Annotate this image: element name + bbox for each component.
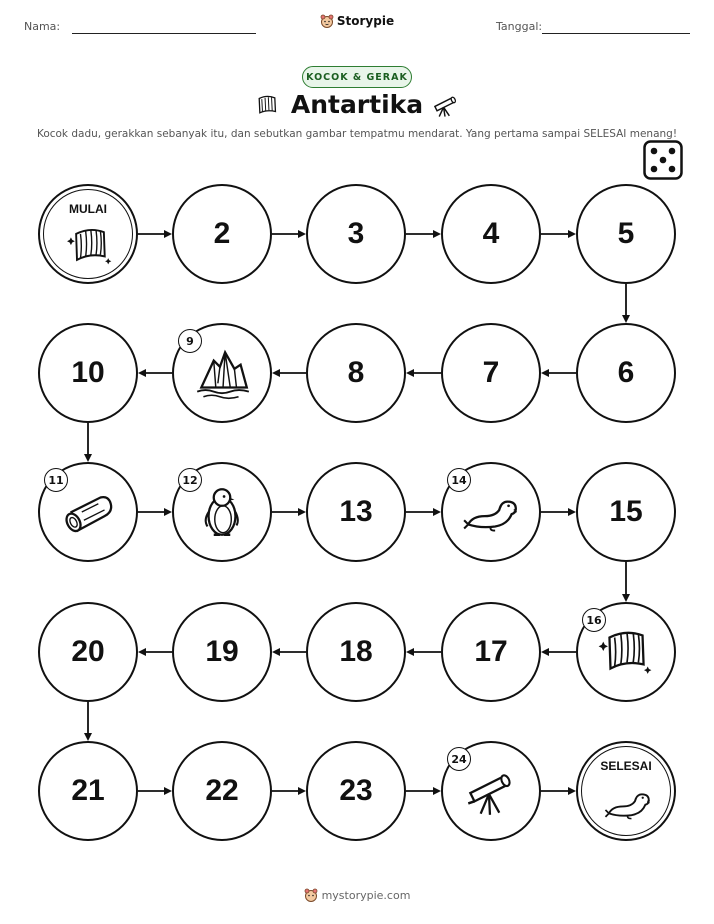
- board-space-7: [441, 323, 541, 423]
- name-label: Nama:: [24, 20, 61, 33]
- board-space-16: [576, 602, 676, 702]
- board-space-19: [172, 602, 272, 702]
- space-number: 15: [609, 495, 643, 528]
- board-space-2: [172, 184, 272, 284]
- space-number-badge: 24: [447, 747, 471, 771]
- board-space-15: [576, 462, 676, 562]
- board-space-10: [38, 323, 138, 423]
- space-number: 8: [347, 356, 365, 389]
- path-arrow: [272, 368, 306, 378]
- space-number: 6: [617, 356, 635, 389]
- ice-shelf-icon: [64, 220, 116, 272]
- path-arrow: [541, 229, 576, 239]
- path-arrow: [138, 647, 172, 657]
- board-space-12: [172, 462, 272, 562]
- path-arrow: [272, 507, 306, 517]
- storypie-logo-icon: [304, 888, 318, 902]
- seal-icon: [460, 481, 522, 543]
- space-number-badge: 12: [178, 468, 202, 492]
- space-number-badge: 9: [178, 329, 202, 353]
- space-label: MULAI: [69, 202, 107, 216]
- space-number: 2: [213, 217, 231, 250]
- space-number: 5: [617, 217, 635, 250]
- start-space: [38, 184, 138, 284]
- board-space-17: [441, 602, 541, 702]
- path-arrow: [138, 368, 172, 378]
- path-arrow: [138, 229, 172, 239]
- path-arrow: [138, 786, 172, 796]
- board-space-14: [441, 462, 541, 562]
- space-number: 13: [339, 495, 373, 528]
- finish-space: [576, 741, 676, 841]
- path-arrow-down: [621, 562, 631, 602]
- iceberg-icon: [191, 342, 253, 404]
- path-arrow: [138, 507, 172, 517]
- path-arrow: [406, 507, 441, 517]
- path-arrow: [272, 229, 306, 239]
- footer-url: mystorypie.com: [321, 888, 411, 902]
- telescope-icon: [460, 760, 522, 822]
- space-number-badge: 14: [447, 468, 471, 492]
- space-label: SELESAI: [600, 759, 652, 773]
- board-space-3: [306, 184, 406, 284]
- board-space-9: [172, 323, 272, 423]
- space-number: 3: [347, 217, 365, 250]
- space-number: 22: [205, 774, 239, 807]
- board-space-24: [441, 741, 541, 841]
- space-number-badge: 16: [582, 608, 606, 632]
- space-number: 20: [71, 635, 105, 668]
- brand-name: Storypie: [336, 14, 395, 28]
- path-arrow: [541, 647, 576, 657]
- space-number: 17: [474, 635, 508, 668]
- path-arrow: [541, 786, 576, 796]
- board-space-21: [38, 741, 138, 841]
- board-space-22: [172, 741, 272, 841]
- seal-icon: [602, 777, 654, 829]
- board-space-4: [441, 184, 541, 284]
- log-icon: [57, 481, 119, 543]
- board-space-20: [38, 602, 138, 702]
- space-number: 7: [482, 356, 500, 389]
- space-number: 19: [205, 635, 239, 668]
- path-arrow-down: [83, 423, 93, 462]
- space-number: 10: [71, 356, 105, 389]
- page-title: Antartika: [290, 90, 424, 119]
- space-number: 18: [339, 635, 373, 668]
- ice-shelf-icon: [595, 621, 657, 683]
- path-arrow-down: [83, 702, 93, 741]
- path-arrow: [272, 647, 306, 657]
- path-arrow: [406, 368, 441, 378]
- space-number: 21: [71, 774, 105, 807]
- path-arrow: [406, 229, 441, 239]
- path-arrow-down: [621, 284, 631, 323]
- path-arrow: [406, 786, 441, 796]
- board-space-5: [576, 184, 676, 284]
- board-space-11: [38, 462, 138, 562]
- board-space-8: [306, 323, 406, 423]
- path-arrow: [541, 368, 576, 378]
- date-label: Tanggal:: [496, 20, 543, 33]
- path-arrow: [541, 507, 576, 517]
- board-space-23: [306, 741, 406, 841]
- path-arrow: [406, 647, 441, 657]
- path-arrow: [272, 786, 306, 796]
- board-space-13: [306, 462, 406, 562]
- space-number: 23: [339, 774, 373, 807]
- board-space-18: [306, 602, 406, 702]
- instructions: Kocok dadu, gerakkan sebanyak itu, dan sebutkan gambar tempatmu mendarat. Yang pertama sampai SELESAI menang!: [36, 128, 678, 140]
- footer: [0, 888, 714, 905]
- board-space-6: [576, 323, 676, 423]
- game-type-tag: KOCOK & GERAK: [302, 66, 412, 88]
- penguin-icon: [191, 481, 253, 543]
- space-number-badge: 11: [44, 468, 68, 492]
- space-number: 4: [482, 217, 500, 250]
